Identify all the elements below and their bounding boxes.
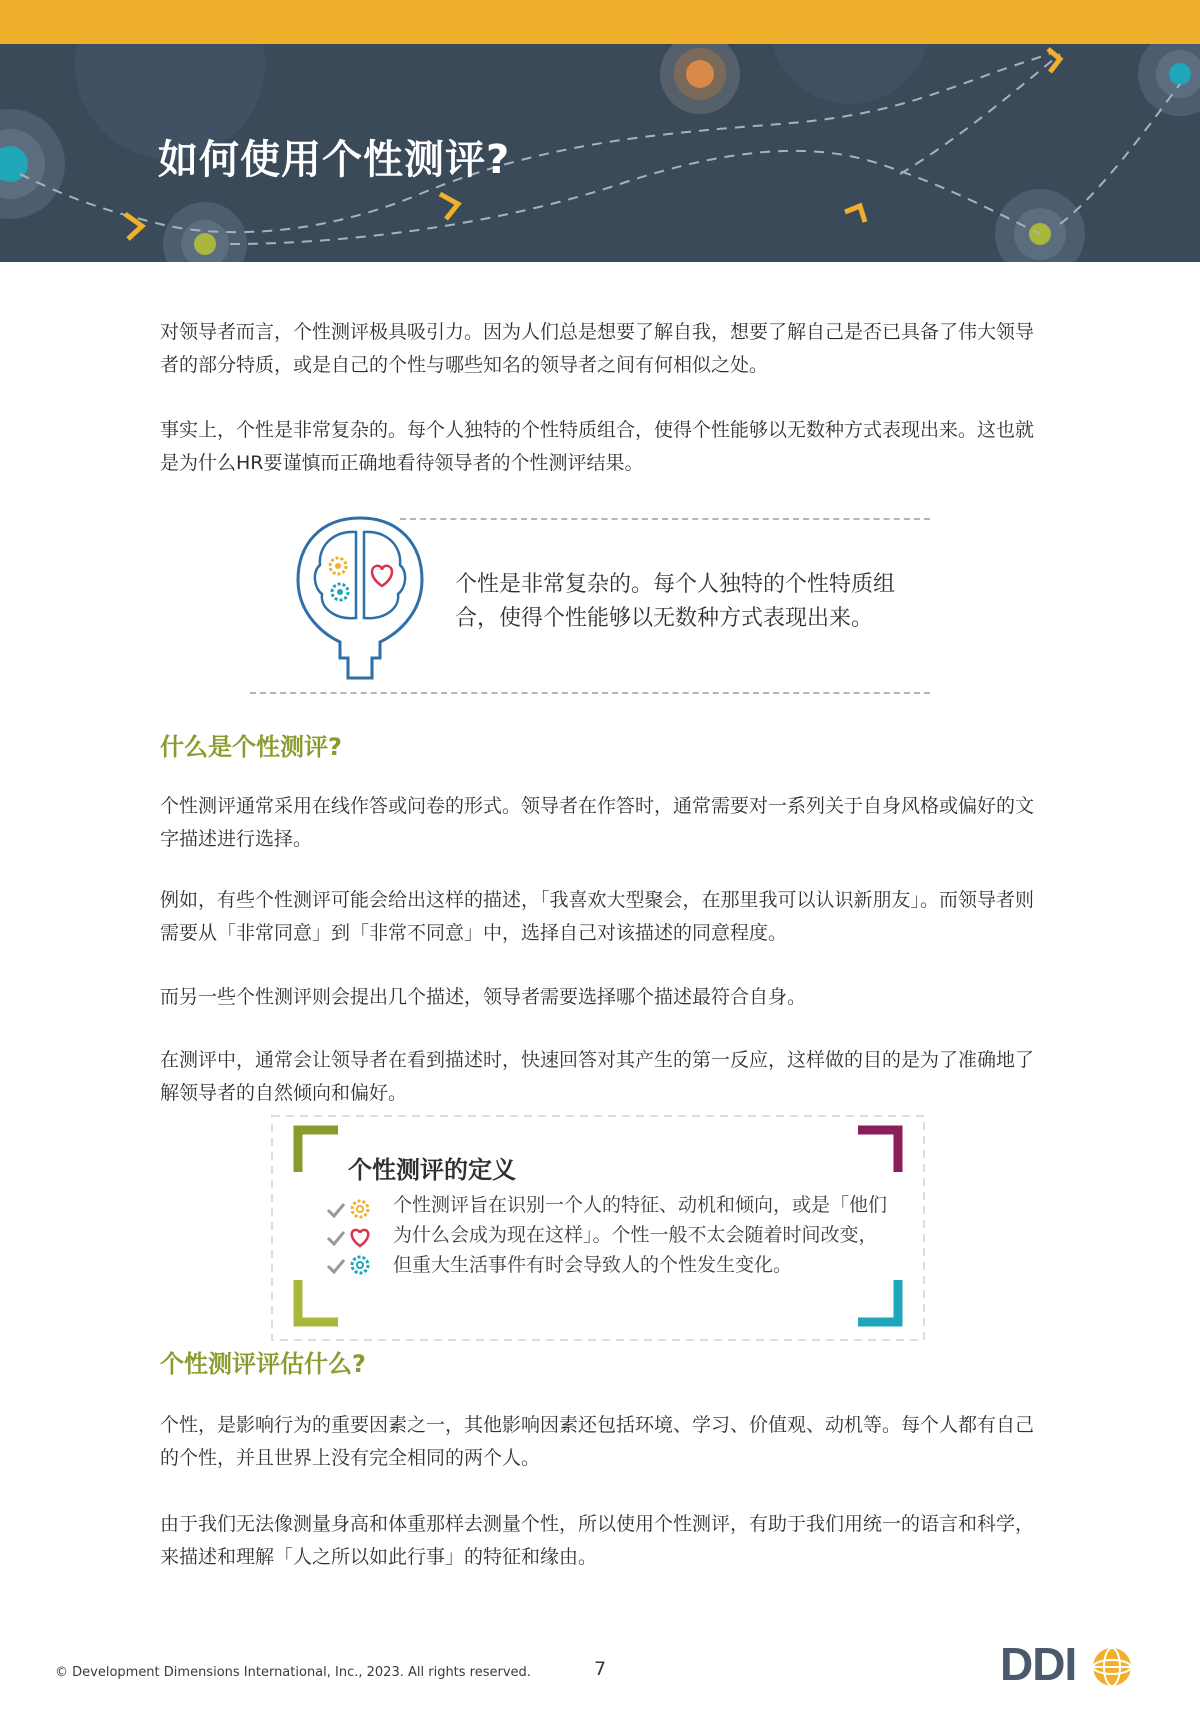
section1-paragraph-1: 个性测评通常采用在线作答或问卷的形式。领导者在作答时，通常需要对一系列关于自身风格或偏好的文字描述进行选择。 <box>160 795 1035 850</box>
globe-icon <box>1090 1645 1134 1689</box>
footer-copyright: © Development Dimensions International, Inc., 2023. All rights reserved. <box>55 1665 531 1680</box>
quote-callout <box>250 510 940 700</box>
gear-icon <box>348 1253 372 1277</box>
header-banner <box>0 44 1200 262</box>
ddi-logo <box>1000 1637 1076 1691</box>
callout-quote-text: 个性是非常复杂的。每个人独特的个性特质组合，使得个性能够以无数种方式表现出来。 <box>455 572 896 631</box>
page-number: 7 <box>594 1658 607 1680</box>
section1-paragraph-2: 例如，有些个性测评可能会给出这样的描述，「我喜欢大型聚会，在那里我可以认识新朋友」。而领导者则需要从「非常同意」到「非常不同意」中，选择自己对该描述的同意程度。 <box>160 889 1035 944</box>
section-heading-what-assesses: 个性测评评估什么? <box>160 1350 366 1378</box>
definition-box <box>268 1112 928 1344</box>
brain-icon <box>290 510 430 685</box>
definition-text: 个性测评旨在识别一个人的特征、动机和倾向，或是「他们为什么会成为现在这样」。个性一般不太会随着时间改变，但重大生活事件有时会导致人的个性发生变化。 <box>393 1194 888 1276</box>
top-accent-bar <box>0 0 1200 44</box>
page-title: 如何使用个性测评? <box>158 137 511 183</box>
section-heading-what-is: 什么是个性测评? <box>160 733 342 761</box>
logo-text: DDI <box>1000 1638 1077 1690</box>
intro-paragraph-1: 对领导者而言，个性测评极具吸引力。因为人们总是想要了解自我，想要了解自己是否已具备了伟大领导者的部分特质，或是自己的个性与哪些知名的领导者之间有何相似之处。 <box>160 321 1035 376</box>
section1-paragraph-4: 在测评中，通常会让领导者在看到描述时，快速回答对其产生的第一反应，这样做的目的是为了准确地了解领导者的自然倾向和偏好。 <box>160 1049 1035 1104</box>
callout-divider-top <box>400 518 930 520</box>
section1-paragraph-3: 而另一些个性测评则会提出几个描述，领导者需要选择哪个描述最符合自身。 <box>160 986 807 1008</box>
definition-title: 个性测评的定义 <box>348 1156 516 1184</box>
heart-icon <box>348 1225 372 1249</box>
section2-paragraph-2: 由于我们无法像测量身高和体重那样去测量个性，所以使用个性测评，有助于我们用统一的语言和科学，来描述和理解「人之所以如此行事」的特征和缘由。 <box>160 1513 1035 1568</box>
section2-paragraph-1: 个性，是影响行为的重要因素之一，其他影响因素还包括环境、学习、价值观、动机等。每个人都有自己的个性，并且世界上没有完全相同的两个人。 <box>160 1414 1035 1469</box>
callout-divider-bottom <box>250 692 930 694</box>
intro-paragraph-2: 事实上，个性是非常复杂的。每个人独特的个性特质组合，使得个性能够以无数种方式表现出来。这也就是为什么HR要谨慎而正确地看待领导者的个性测评结果。 <box>160 419 1035 474</box>
gear-icon <box>348 1197 372 1221</box>
